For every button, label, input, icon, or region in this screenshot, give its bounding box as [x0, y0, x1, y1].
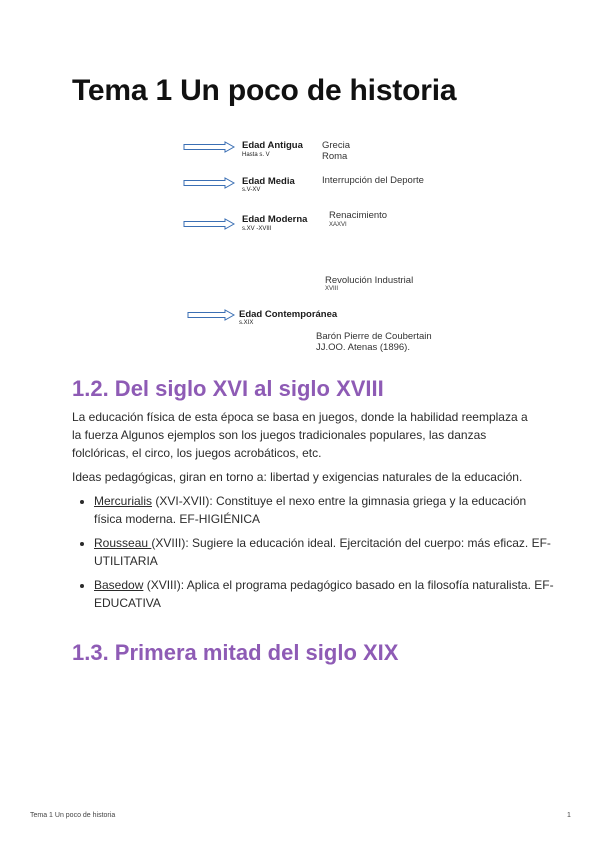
era-period: s.V-XV: [242, 187, 261, 193]
era-period: s.XIX: [239, 320, 254, 326]
arrow-right-icon: [183, 141, 235, 153]
section-heading: 1.3. Primera mitad del siglo XIX: [72, 640, 399, 665]
list-item-text: (XVIII): Aplica el programa pedagógico basado en la filosofía naturalista. EF-EDUCATIVA: [94, 578, 554, 610]
arrow-right-icon: [187, 309, 235, 321]
person-name: Rousseau: [94, 536, 152, 550]
era-note: Renacimiento: [329, 210, 388, 221]
era-note: JJ.OO. Atenas (1896).: [316, 342, 410, 353]
bullet-list: [72, 492, 554, 618]
person-name: Basedow: [94, 578, 144, 592]
era-note: Barón Pierre de Coubertain: [316, 331, 432, 342]
era-name: Edad Contemporánea: [239, 309, 338, 320]
era-period: Hasta s. V: [242, 152, 270, 158]
arrow-right-icon: [183, 218, 235, 230]
arrow-right-icon: [183, 177, 235, 189]
list-item: [94, 534, 554, 570]
era-period: s.XV -XVIII: [242, 226, 272, 232]
list-item: [94, 576, 554, 612]
person-name: Mercurialis: [94, 494, 153, 508]
era-name: Edad Antigua: [242, 140, 303, 151]
section-heading: 1.2. Del siglo XVI al siglo XVIII: [72, 376, 384, 401]
page-number: 1: [567, 812, 571, 819]
footer-title: Tema 1 Un poco de historia: [30, 812, 116, 819]
era-note: Interrupción del Deporte: [322, 175, 424, 186]
era-note: Grecia: [322, 140, 350, 151]
era-name: Edad Moderna: [242, 214, 308, 225]
history-timeline-diagram: [0, 0, 600, 360]
paragraph: Ideas pedagógicas, giran en torno a: libertad y exigencias naturales de la educación.: [72, 470, 523, 484]
list-item-text: (XVI-XVII): Constituye el nexo entre la gimnasia griega y la educación física moderna. EF-HIGIÉNICA: [94, 494, 527, 526]
revolution-label: Revolución Industrial: [325, 275, 414, 286]
era-name: Edad Media: [242, 176, 295, 187]
paragraph: La educación física de esta época se basa en juegos, donde la habilidad reemplaza a la fuerza Algunos ejemplos son los juegos tradicionales populares, las danzas folclóricas, el circo, los juegos acrobáticos, etc.: [72, 410, 528, 460]
page-title: Tema 1 Un poco de historia: [72, 74, 457, 107]
revolution-sub: XVIII: [325, 286, 339, 292]
era-note-sub: XAXVI: [329, 222, 347, 228]
list-item-text: (XVIII): Sugiere la educación ideal. Ejercitación del cuerpo: más eficaz. EF-UTILITARIA: [94, 536, 551, 568]
list-item: [94, 492, 554, 528]
era-note: Roma: [322, 151, 348, 162]
